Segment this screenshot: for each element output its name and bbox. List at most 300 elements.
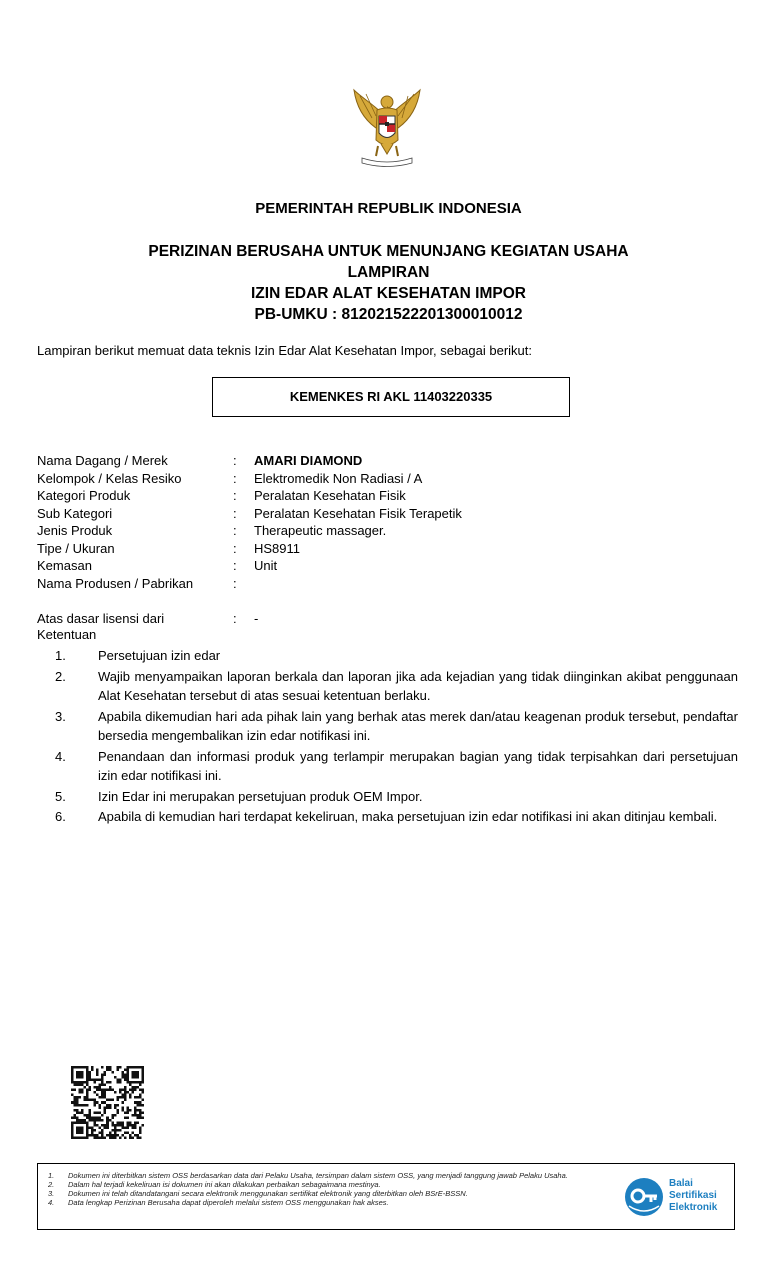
qr-module	[71, 1066, 74, 1069]
qr-module	[119, 1124, 122, 1127]
qr-module	[136, 1104, 139, 1107]
qr-module	[101, 1134, 104, 1137]
qr-module	[76, 1074, 79, 1077]
qr-module	[76, 1121, 79, 1124]
qr-module	[131, 1081, 134, 1084]
qr-module	[131, 1131, 134, 1134]
qr-module	[124, 1099, 127, 1102]
qr-module	[79, 1091, 82, 1094]
field-colon: :	[233, 540, 237, 556]
qr-module	[126, 1076, 129, 1079]
qr-module	[141, 1076, 144, 1079]
qr-module	[96, 1069, 99, 1072]
qr-module	[99, 1089, 102, 1092]
qr-module	[139, 1084, 142, 1087]
qr-module	[91, 1069, 94, 1072]
qr-module	[86, 1079, 89, 1082]
qr-module	[124, 1111, 127, 1114]
qr-module	[89, 1109, 92, 1112]
qr-module	[79, 1066, 82, 1069]
qr-module	[121, 1109, 124, 1112]
qr-module	[86, 1129, 89, 1132]
qr-module	[124, 1094, 127, 1097]
qr-module	[126, 1126, 129, 1129]
intro-text: Lampiran berikut memuat data teknis Izin Edar Alat Kesehatan Impor, sebagai berikut:	[37, 343, 532, 358]
footer-note	[48, 1171, 623, 1180]
qr-module	[116, 1129, 119, 1132]
qr-module	[86, 1124, 89, 1127]
footer-notes	[48, 1171, 623, 1207]
qr-module	[119, 1136, 122, 1139]
qr-module	[96, 1074, 99, 1077]
qr-module	[76, 1096, 79, 1099]
qr-module	[139, 1109, 142, 1112]
qr-module	[76, 1119, 79, 1122]
qr-module	[89, 1134, 92, 1137]
qr-module	[114, 1124, 117, 1127]
qr-module	[121, 1096, 124, 1099]
footer-box	[37, 1163, 735, 1230]
qr-module	[71, 1069, 74, 1072]
qr-module	[81, 1084, 84, 1087]
qr-module	[129, 1081, 132, 1084]
qr-module	[96, 1086, 99, 1089]
qr-module	[89, 1076, 92, 1079]
qr-module	[104, 1089, 107, 1092]
qr-module	[74, 1121, 77, 1124]
qr-module	[104, 1094, 107, 1097]
qr-module	[91, 1066, 94, 1069]
footer-note-text: Dokumen ini diterbitkan sistem OSS berdasarkan data dari Pelaku Usaha, tersimpan dalam sistem OSS, yang menjadi tanggung jawab Pelaku Usaha.	[68, 1171, 568, 1180]
qr-module	[84, 1104, 87, 1107]
qr-module	[121, 1094, 124, 1097]
qr-module	[79, 1104, 82, 1107]
qr-module	[79, 1071, 82, 1074]
qr-module	[86, 1066, 89, 1069]
qr-module	[141, 1091, 144, 1094]
qr-module	[121, 1126, 124, 1129]
ketentuan-item	[55, 807, 738, 827]
qr-module	[141, 1104, 144, 1107]
item-text: Persetujuan izin edar	[98, 648, 221, 663]
field-value: Therapeutic massager.	[254, 523, 387, 538]
qr-module	[89, 1126, 92, 1129]
qr-module	[101, 1119, 104, 1122]
qr-module	[99, 1116, 102, 1119]
qr-module	[129, 1136, 132, 1139]
qr-module	[136, 1081, 139, 1084]
qr-module	[91, 1126, 94, 1129]
qr-module	[84, 1066, 87, 1069]
qr-module	[81, 1119, 84, 1122]
qr-module	[121, 1121, 124, 1124]
qr-module	[81, 1074, 84, 1077]
qr-module	[86, 1081, 89, 1084]
qr-module	[106, 1119, 109, 1122]
field-value: Peralatan Kesehatan Fisik Terapetik	[254, 505, 462, 521]
qr-module	[71, 1094, 74, 1097]
qr-module	[91, 1079, 94, 1082]
qr-module	[114, 1076, 117, 1079]
qr-module	[111, 1129, 114, 1132]
qr-module	[124, 1131, 127, 1134]
qr-module	[101, 1089, 104, 1092]
qr-module	[94, 1104, 97, 1107]
qr-module	[104, 1084, 107, 1087]
qr-module	[126, 1131, 129, 1134]
qr-module	[114, 1114, 117, 1117]
footer-note-number: 4.	[48, 1198, 55, 1207]
footer-note-number: 3.	[48, 1189, 55, 1198]
field-label: Tipe / Ukuran	[37, 540, 115, 556]
qr-module	[141, 1079, 144, 1082]
qr-module	[86, 1131, 89, 1134]
qr-module	[104, 1071, 107, 1074]
field-value: AMARI DIAMOND	[254, 453, 363, 468]
qr-module	[129, 1121, 132, 1124]
qr-module	[126, 1109, 129, 1112]
qr-module	[94, 1136, 97, 1139]
qr-module	[94, 1129, 97, 1132]
qr-module	[74, 1101, 77, 1104]
qr-module	[111, 1116, 114, 1119]
qr-module	[136, 1086, 139, 1089]
qr-module	[111, 1134, 114, 1137]
qr-module	[124, 1074, 127, 1077]
qr-module	[116, 1096, 119, 1099]
qr-module	[139, 1131, 142, 1134]
qr-module	[79, 1111, 82, 1114]
qr-module	[136, 1121, 139, 1124]
qr-module	[131, 1126, 134, 1129]
qr-module	[116, 1134, 119, 1137]
qr-module	[71, 1071, 74, 1074]
qr-module	[96, 1134, 99, 1137]
qr-module	[126, 1079, 129, 1082]
qr-module	[86, 1084, 89, 1087]
qr-module	[129, 1084, 132, 1087]
ketentuan-list	[55, 646, 738, 828]
item-text: Wajib menyampaikan laporan berkala dan laporan jika ada kejadian yang tidak diinginkan akibat penggunaan Alat Kesehatan tersebut di atas sesuai ketentuan berlaku.	[98, 668, 738, 703]
qr-module	[81, 1071, 84, 1074]
qr-module	[114, 1131, 117, 1134]
license-label: Atas dasar lisensi dari	[37, 611, 165, 626]
qr-module	[79, 1084, 82, 1087]
qr-module	[119, 1091, 122, 1094]
qr-module	[139, 1096, 142, 1099]
qr-module	[79, 1129, 82, 1132]
qr-module	[86, 1071, 89, 1074]
qr-module	[111, 1121, 114, 1124]
qr-module	[104, 1096, 107, 1099]
qr-module	[124, 1116, 127, 1119]
field-label: Kategori Produk	[37, 488, 131, 503]
qr-module	[129, 1109, 132, 1112]
qr-module	[96, 1116, 99, 1119]
qr-module	[86, 1116, 89, 1119]
field-colon: :	[233, 558, 237, 573]
qr-module	[101, 1124, 104, 1127]
qr-module	[81, 1066, 84, 1069]
footer-note-number: 2.	[48, 1180, 55, 1189]
qr-module	[141, 1071, 144, 1074]
qr-module	[136, 1136, 139, 1139]
qr-module	[126, 1066, 129, 1069]
qr-module	[121, 1124, 124, 1127]
footer-note	[48, 1180, 623, 1189]
qr-module	[124, 1126, 127, 1129]
qr-module	[106, 1106, 109, 1109]
qr-module	[76, 1109, 79, 1112]
qr-module	[76, 1101, 79, 1104]
qr-module	[84, 1081, 87, 1084]
qr-module	[84, 1114, 87, 1117]
field-colon: :	[233, 470, 237, 486]
qr-module	[134, 1126, 137, 1129]
qr-module	[116, 1104, 119, 1107]
field-label: Nama Produsen / Pabrikan	[37, 575, 194, 591]
qr-module	[96, 1101, 99, 1104]
qr-module	[124, 1086, 127, 1089]
qr-module	[139, 1094, 142, 1097]
qr-module	[99, 1086, 102, 1089]
qr-module	[99, 1096, 102, 1099]
qr-module	[71, 1136, 74, 1139]
qr-module	[101, 1066, 104, 1069]
qr-module	[104, 1124, 107, 1127]
qr-module	[84, 1096, 87, 1099]
ketentuan-item	[55, 747, 738, 786]
title-line: IZIN EDAR ALAT KESEHATAN IMPOR	[251, 285, 526, 302]
qr-module	[99, 1111, 102, 1114]
qr-module	[86, 1121, 89, 1124]
qr-module	[119, 1129, 122, 1132]
qr-module	[124, 1096, 127, 1099]
qr-module	[86, 1076, 89, 1079]
qr-module	[76, 1076, 79, 1079]
qr-module	[119, 1066, 122, 1069]
qr-module	[74, 1104, 77, 1107]
qr-module	[116, 1121, 119, 1124]
qr-module	[106, 1066, 109, 1069]
qr-module	[106, 1126, 109, 1129]
qr-module	[131, 1091, 134, 1094]
qr-module	[84, 1121, 87, 1124]
qr-module	[71, 1134, 74, 1137]
qr-module	[84, 1119, 87, 1122]
qr-module	[71, 1079, 74, 1082]
qr-module	[81, 1081, 84, 1084]
qr-module	[126, 1116, 129, 1119]
qr-module	[119, 1121, 122, 1124]
qr-module	[101, 1129, 104, 1132]
footer-note-text: Data lengkap Perizinan Berusaha dapat diperoleh melalui sistem OSS menggunakan hak akses.	[68, 1198, 389, 1207]
qr-module	[81, 1136, 84, 1139]
field-label: Jenis Produk	[37, 523, 113, 538]
qr-module	[141, 1089, 144, 1092]
qr-module	[86, 1074, 89, 1077]
qr-module	[116, 1069, 119, 1072]
qr-module	[121, 1074, 124, 1077]
qr-module	[124, 1136, 127, 1139]
qr-module	[134, 1109, 137, 1112]
qr-module	[94, 1119, 97, 1122]
qr-module	[134, 1114, 137, 1117]
qr-module	[81, 1104, 84, 1107]
field-value: Unit	[254, 558, 278, 573]
qr-module	[106, 1121, 109, 1124]
qr-module	[104, 1101, 107, 1104]
qr-module	[109, 1136, 112, 1139]
qr-module	[94, 1111, 97, 1114]
field-value: Peralatan Kesehatan Fisik	[254, 488, 406, 503]
qr-module	[109, 1106, 112, 1109]
qr-module	[131, 1136, 134, 1139]
ketentuan-item	[55, 667, 738, 706]
qr-module	[134, 1124, 137, 1127]
qr-module	[76, 1111, 79, 1114]
qr-module	[134, 1086, 137, 1089]
qr-module	[86, 1099, 89, 1102]
qr-module	[86, 1114, 89, 1117]
ketentuan-item	[55, 787, 738, 807]
qr-module	[71, 1089, 74, 1092]
qr-module	[101, 1084, 104, 1087]
qr-module	[74, 1081, 77, 1084]
qr-module	[71, 1126, 74, 1129]
qr-module	[74, 1066, 77, 1069]
qr-module	[74, 1109, 77, 1112]
qr-module	[89, 1119, 92, 1122]
qr-module	[136, 1114, 139, 1117]
qr-module	[71, 1076, 74, 1079]
qr-module	[111, 1071, 114, 1074]
qr-module	[74, 1116, 77, 1119]
qr-module	[136, 1101, 139, 1104]
qr-module	[134, 1111, 137, 1114]
qr-module	[139, 1089, 142, 1092]
qr-module	[111, 1099, 114, 1102]
footer-note-number: 1.	[48, 1171, 55, 1180]
qr-module	[81, 1121, 84, 1124]
qr-module	[141, 1081, 144, 1084]
qr-module	[124, 1089, 127, 1092]
qr-module	[76, 1116, 79, 1119]
qr-module	[106, 1069, 109, 1072]
qr-module	[141, 1124, 144, 1127]
bsre-line: Balai	[669, 1178, 693, 1189]
qr-module	[124, 1091, 127, 1094]
qr-module	[86, 1126, 89, 1129]
field-colon: :	[233, 453, 237, 468]
qr-module	[139, 1111, 142, 1114]
qr-module	[99, 1131, 102, 1134]
qr-module	[111, 1114, 114, 1117]
qr-module	[116, 1111, 119, 1114]
qr-module	[76, 1104, 79, 1107]
qr-module	[94, 1134, 97, 1137]
qr-module	[71, 1074, 74, 1077]
qr-module	[104, 1106, 107, 1109]
qr-module	[114, 1136, 117, 1139]
item-number: 6.	[55, 809, 66, 824]
qr-module	[116, 1081, 119, 1084]
qr-module	[131, 1086, 134, 1089]
qr-module	[89, 1086, 92, 1089]
qr-module	[74, 1114, 77, 1117]
item-text: Penandaan dan informasi produk yang terlampir merupakan bagian yang tidak terpisahkan dari persetujuan izin edar notifikasi ini.	[98, 748, 738, 783]
bsre-text	[669, 1178, 717, 1214]
qr-module	[139, 1136, 142, 1139]
qr-module	[101, 1081, 104, 1084]
qr-module	[74, 1096, 77, 1099]
qr-module	[81, 1126, 84, 1129]
qr-module	[106, 1124, 109, 1127]
item-number: 4.	[55, 748, 66, 764]
qr-module	[76, 1131, 79, 1134]
qr-module	[79, 1131, 82, 1134]
qr-module	[79, 1096, 82, 1099]
qr-module	[109, 1089, 112, 1092]
field-label: Kelompok / Kelas Resiko	[37, 470, 182, 486]
qr-module	[134, 1134, 137, 1137]
qr-module	[99, 1136, 102, 1139]
qr-module	[119, 1089, 122, 1092]
qr-module	[126, 1081, 129, 1084]
qr-module	[111, 1089, 114, 1092]
qr-module	[116, 1124, 119, 1127]
qr-module	[106, 1116, 109, 1119]
qr-module	[99, 1084, 102, 1087]
qr-module	[136, 1096, 139, 1099]
qr-module	[101, 1076, 104, 1079]
qr-module	[81, 1076, 84, 1079]
qr-module	[99, 1126, 102, 1129]
qr-module	[96, 1124, 99, 1127]
field-colon: :	[233, 505, 237, 521]
qr-module	[71, 1121, 74, 1124]
qr-module	[111, 1124, 114, 1127]
qr-module	[141, 1069, 144, 1072]
qr-module	[126, 1124, 129, 1127]
qr-module	[96, 1089, 99, 1092]
qr-module	[76, 1066, 79, 1069]
qr-module	[106, 1089, 109, 1092]
qr-module	[94, 1101, 97, 1104]
qr-module	[101, 1101, 104, 1104]
qr-module	[81, 1131, 84, 1134]
qr-module	[79, 1119, 82, 1122]
qr-module	[121, 1101, 124, 1104]
item-text: Izin Edar ini merupakan persetujuan produk OEM Impor.	[98, 788, 423, 804]
qr-module	[114, 1091, 117, 1094]
qr-module	[111, 1136, 114, 1139]
qr-module	[131, 1114, 134, 1117]
qr-module	[119, 1096, 122, 1099]
qr-module	[124, 1069, 127, 1072]
qr-module	[99, 1119, 102, 1122]
qr-module	[79, 1126, 82, 1129]
qr-module	[109, 1066, 112, 1069]
qr-module	[121, 1076, 124, 1079]
qr-module	[104, 1126, 107, 1129]
qr-module	[126, 1091, 129, 1094]
qr-module	[74, 1089, 77, 1092]
garuda-emblem-icon	[348, 88, 426, 170]
qr-module	[131, 1066, 134, 1069]
qr-module	[136, 1134, 139, 1137]
qr-module	[134, 1096, 137, 1099]
